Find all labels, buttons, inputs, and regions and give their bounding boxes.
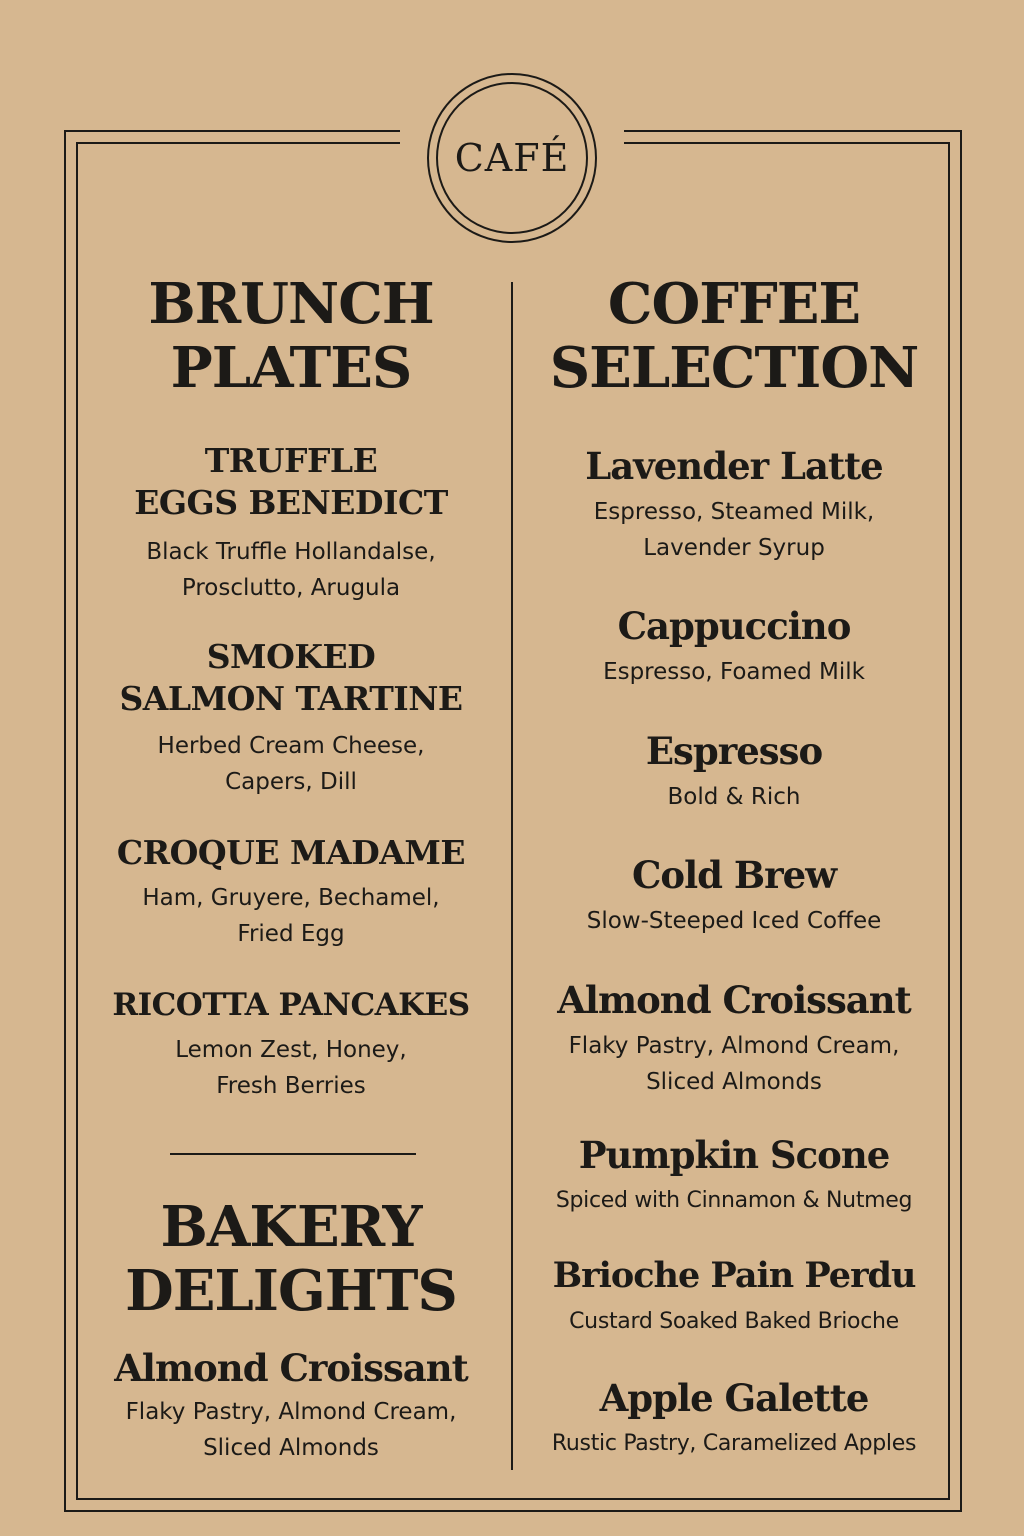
coffee-section-title: COFFEE SELECTION [549, 271, 919, 401]
brunch-section-title: BRUNCH PLATES [148, 271, 434, 401]
menu-item-brioche-pain-perdu: Brioche Pain Perdu Custard Soaked Baked Brioche [552, 1255, 916, 1334]
menu-item-lavender-latte: Lavender Latte Espresso, Steamed Milk, Lavender Syrup [585, 444, 883, 561]
menu-item-bakery-almond-croissant: Almond Croissant Flaky Pastry, Almond Cream, Sliced Almonds [114, 1346, 468, 1461]
menu-item-apple-galette: Apple Galette Rustic Pastry, Caramelized Apples [551, 1376, 917, 1456]
bakery-section-title: BAKERY DELIGHTS [125, 1194, 457, 1324]
menu-item-smoked-salmon-tartine: SMOKED SALMON TARTINE Herbed Cream Cheese, Capers, Dill [119, 637, 463, 795]
menu-item-croque-madame: CROQUE MADAME Ham, Gruyere, Bechamel, Fried Egg [116, 833, 466, 947]
menu-item-pumpkin-scone: Pumpkin Scone Spiced with Cinnamon & Nutmeg [555, 1133, 913, 1213]
menu-item-ricotta-pancakes: RICOTTA PANCAKES Lemon Zest, Honey, Fresh Berries [112, 987, 470, 1099]
column-divider [511, 282, 513, 1470]
menu-item-coffee-almond-croissant: Almond Croissant Flaky Pastry, Almond Cream, Sliced Almonds [557, 978, 911, 1095]
menu-item-truffle-eggs-benedict: TRUFFLE EGGS BENEDICT Black Truffle Hollandalse, Prosclutto, Arugula [134, 441, 448, 601]
cafe-logo [436, 82, 588, 234]
section-divider [170, 1153, 416, 1155]
menu-item-cold-brew: Cold Brew Slow-Steeped Iced Coffee [586, 853, 882, 934]
menu-item-cappuccino: Cappuccino Espresso, Foamed Milk [603, 604, 865, 685]
menu-item-espresso: Espresso Bold & Rich [645, 729, 823, 810]
logo-text: CAFÉ [454, 136, 570, 180]
